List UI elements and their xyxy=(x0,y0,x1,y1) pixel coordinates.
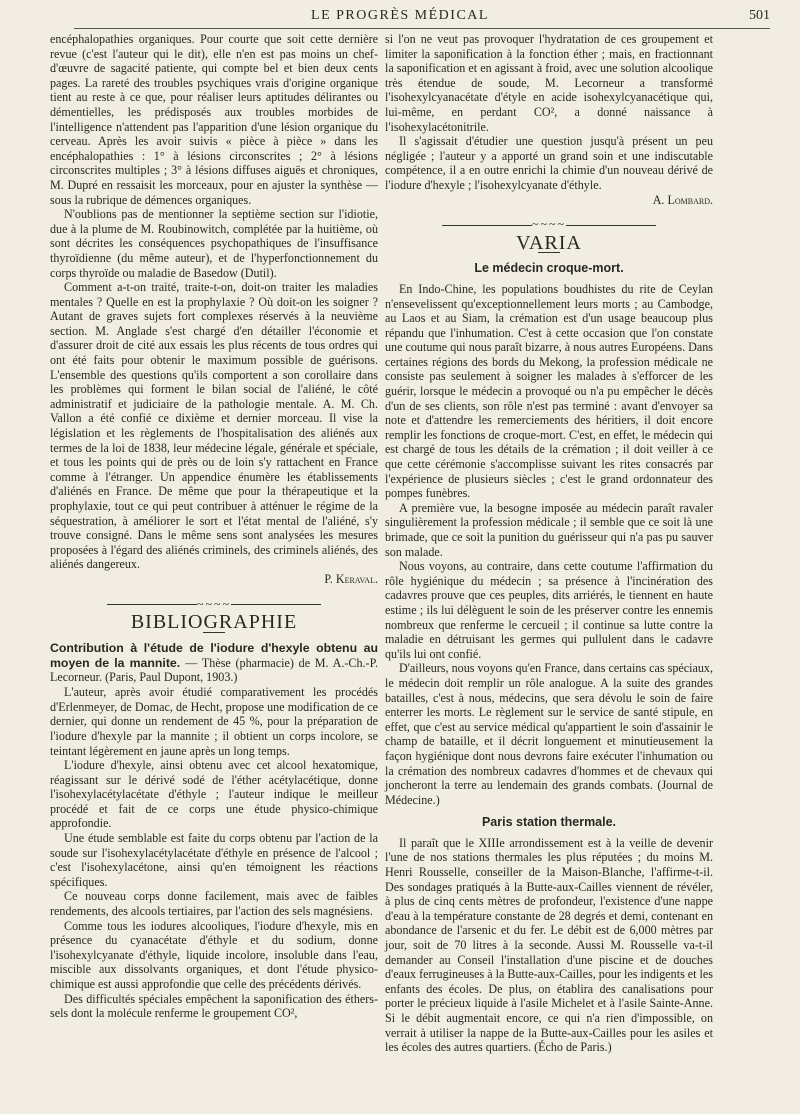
paragraph: Nous voyons, au contraire, dans cette coutume l'affirmation du rôle hygiénique du médecin ; sa présence à l'incinération des cadavres prouve que ces peuples, dits arriérés, le tiennent en haute estime ; ils lui délèguent le soin de les préserver contre les ennemis nombreux que renferme le cercueil ; il continue sa lutte contre la maladie en détruisant les germes qui pullulent dans le cadavre qu'ils lui ont confié. xyxy=(385,559,713,661)
paragraph: Ce nouveau corps donne facilement, mais avec de faibles rendements, des alcools tertiaires, par l'action des sels magnésiens. xyxy=(50,889,378,919)
paragraph: En Indo-Chine, les populations boudhistes du rite de Ceylan n'ensevelissent qu'exceptionnellement leurs morts ; au Cambodge, au Laos et au Siam, la crémation est d'un usage beaucoup plus répandu que l'inhumation. C'est à cette occasion que l'on constate une coutume qui nous paraît bizarre, à nous autres Européens. Dans certaines régions des bords du Mekong, la profession médicale ne consiste pas seulement à soigner les malades à s'efforcer de les guérir, lorsque le médecin a provoqué ou n'a pu empêcher le décès d'un de ses clients, son rôle n'est pas terminé : avant d'envoyer sa note et d'attendre les remerciements des héritiers, il doit encore remplir les fonctions de croque-mort. C'est, en effet, le médecin qui est chargé de tous les détails de la crémation ; il doit veiller à ce que cette cérémonie s'accomplisse suivant les rites consacrés par l'expérience de plusieurs siècles ; c'est le grand ordonnateur des pompes funèbres. xyxy=(385,281,713,501)
subsection-title: Paris station thermale. xyxy=(481,815,617,830)
separator-ornament: ~~~~ xyxy=(532,217,566,232)
paragraph: L'auteur, après avoir étudié comparativement les procédés d'Erlenmeyer, de Domac, de Hecht, propose une modification de ce dernier, qui donne un rendement de 45 %, pour la préparation de l'iodure d'hexyle par la mannite ; il obtient un corps incolore, se teintant légèrement en jaune après un long temps. xyxy=(50,685,378,758)
right-column xyxy=(385,32,713,1055)
paragraph: Comment a-t-on traité, traite-t-on, doit-on traiter les maladies mentales ? Quelle en est la prophylaxie ? Où doit-on les soigner ? Autant de graves sujets fort complexes réservés à la neuvième section. M. Anglade s'est chargé d'en détailler l'économie et d'assurer droit de cité aux essais les plus récents de tous ordres qui ont été faits pour obtenir le maximum possible de guérisons. L'ensemble des questions qu'ils comportent a son corollaire dans les problèmes qui forment le bilan social de l'aliéné, le côté administratif et judiciaire de la pathologie mentale. A. M. Ch. Vallon a été confié ce dixième et dernier morceau. Il vise la législation et les règlements de l'hospitalisation des aliénés aux termes de la loi de 1838, leur médecine légale, générale et spéciale, et tous les points qui de près ou de loin s'y rattachent en France comme à l'étranger. Un appendice énumère les établissements d'aliénés en France. De même que pour la thérapeutique et la prophylaxie, tout ce qui peut contribuer à atténuer le régime de la séquestration, à améliorer le sort et l'état mental de l'aliéné, s'y trouve consigné. Dans le même sens sont analysées les mesures proposées à l'égard des aliénés criminels, des criminels aliénés, des aliénés dangereux. xyxy=(50,280,378,572)
section-title-varia: VARIA xyxy=(516,231,582,254)
paragraph: encéphalopathies organiques. Pour courte que soit cette dernière revue (c'est l'auteur qui le dit), elle n'en est pas moins un chef-d'œuvre de sagacité patiente, qui compte bel et bien deux cents pages. La rareté des troubles psychiques vrais d'origine organique tient au reste à ce que, pour réaliser leurs aptitudes délirantes ou démentielles, les prédisposés aux troubles morbides de l'intelligence n'attendent pas l'apparition d'une lésion organique du cerveau. Après les avoir suivis « pièce à pièce » dans les encéphalopathies : 1° à lésions circonscrites ; 2° à lésions circonscrites multiples ; 3° à lésions diffuses aiguës et chroniques, M. Dupré en ressaisit les morceaux, pour en ajuster la synthèse — sous la rubrique de démences organiques. xyxy=(50,32,378,207)
biblio-reference: — Thèse (pharmacie) de M. A.-Ch.-P. Lecorneur. (Paris, Paul Dupont, 1903.) xyxy=(50,655,378,685)
paragraph: Une étude semblable est faite du corps obtenu par l'action de la soude sur l'isohexylacétylacétate d'éthyle en présence de l'alcool ; c'est l'isohexylacétone, ainsi qu'en témoignent les réactions spécifiques. xyxy=(50,831,378,889)
separator xyxy=(385,217,713,232)
separator-line xyxy=(231,604,321,605)
paragraph: Il paraît que le XIIIe arrondissement est à la veille de devenir l'une de nos stations thermales les plus réputées ; du moins M. Henri Rousselle, conseiller de la Maison-Blanche, l'affirme-t-il. Des sondages pratiqués à la Butte-aux-Cailles viennent de révéler, à plus de cinq cents mètres de profondeur, l'existence d'une nappe d'eau à la température constante de 28 degrés et demi, contenant en abondance de l'arsenic et du fer. Le débit est de 6,000 mètres par jour, soit de 70 litres à la seconde. Aussi M. Rousselle va-t-il demander au Conseil l'installation d'une piscine et de douches d'eaux ferrugineuses à la Butte-aux-Cailles, pour les indigents et les enfants des écoles. De plus, on établira des canalisations pour porter le précieux liquide à l'asile Michelet et à l'asile Sainte-Anne. Si le débit augmentait encore, ce qui n'a rien d'impossible, on verrait à utiliser la nappe de la Butte-aux-Cailles pour les asiles et les écoles des autres quartiers. (Écho de Paris.) xyxy=(385,835,713,1055)
page-header xyxy=(0,6,800,28)
paragraph: Comme tous les iodures alcooliques, l'iodure d'hexyle, mis en présence du cyanacétate d'éthyle et du sodium, donne l'isohexylcyanate d'éthyle, liquide incolore, insoluble dans l'eau, miscible aux dissolvants organiques, et dont l'étude physico-chimique est aussi approfondie que celle des précédents dérivés. xyxy=(50,918,378,992)
separator-ornament: ~~~~ xyxy=(197,596,231,611)
paragraph: N'oublions pas de mentionner la septième section sur l'idiotie, due à la plume de M. Roubinowitch, complétée par la huitième, où sont décrites les conséquences psychopathiques de l'insuffisance thyroïdienne (du même auteur), et de l'hyperfonctionnement du corps thyroïde ou maladie de Basedow (Dutil). xyxy=(50,207,378,280)
header-rule xyxy=(74,28,770,29)
signature: P. Keraval. xyxy=(324,571,378,586)
paragraph: si l'on ne veut pas provoquer l'hydratation de ces groupement et limiter la saponification à la fonction éther ; mais, en fractionnant la saponification et en agissant à froid, avec une solution alcoolique très étendue de soude, M. Lecorneur a transformé l'isohexylcyanacétate d'étyle en acide isohexylcyanacétique qui, lui-même, en perdant CO², a donné naissance à l'isohexylacétonitrile. xyxy=(385,32,713,134)
paragraph: Des difficultés spéciales empêchent la saponification des éthers-sels dont la molécule renferme le groupement CO², xyxy=(50,991,378,1021)
biblio-title xyxy=(50,641,378,685)
journal-title: LE PROGRÈS MÉDICAL xyxy=(311,8,489,23)
paragraph: D'ailleurs, nous voyons qu'en France, dans certains cas spéciaux, le médecin doit remplir un rôle analogue. A la suite des grandes batailles, c'est à nous, médecins, que sera dévolu le soin de faire enterrer les morts. Le règlement sur le service de santé stipule, en effet, que c'est au service médical qu'appartient le soin d'assainir le champ de bataille, et il décrit longuement et minutieusement la façon hygiénique dont nous devrons faire exécuter l'inhumation ou la crémation des nombreux cadavres d'hommes et de chevaux qui joncheront la terre au lendemain des grands combats. (Journal de Médecine.) xyxy=(385,661,713,807)
paragraph: A première vue, la besogne imposée au médecin paraît ravaler singulièrement la profession médicale ; il semble que ce soit là une brimade, que ce soit la punition du guérisseur qui n'a pas pu sauver son malade. xyxy=(385,500,713,559)
left-column xyxy=(50,32,378,1021)
page-number: 501 xyxy=(749,8,770,23)
paragraph: L'iodure d'hexyle, ainsi obtenu avec cet alcool hexatomique, réagissant sur le dérivé sodé de l'éther acétylacétique, donne l'isohexylacétylacétate d'éthyle ; l'auteur indique le meilleur procédé et fait de ce corps une étude physico-chimique approfondie. xyxy=(50,758,378,831)
paragraph: Il s'agissait d'étudier une question jusqu'à présent un peu négligée ; l'auteur y a apporté un grand soin et une indiscutable compétence, il a en outre enrichi la chimie d'un nouveau dérivé de l'iodure d'hexyle ; l'isohexylcyanate d'éthyle. xyxy=(385,134,713,192)
biblio-title-text: Contribution à l'étude de l'iodure d'hexyle obtenu au moyen de la mannite. xyxy=(50,640,378,670)
separator-line xyxy=(107,604,197,605)
separator xyxy=(50,597,378,612)
subsection-title: Le médecin croque-mort. xyxy=(474,261,624,276)
separator-line xyxy=(442,225,532,226)
signature: A. Lombard. xyxy=(652,192,713,207)
section-title-bibliographie: BIBLIOGRAPHIE xyxy=(130,611,298,634)
separator-line xyxy=(566,225,656,226)
